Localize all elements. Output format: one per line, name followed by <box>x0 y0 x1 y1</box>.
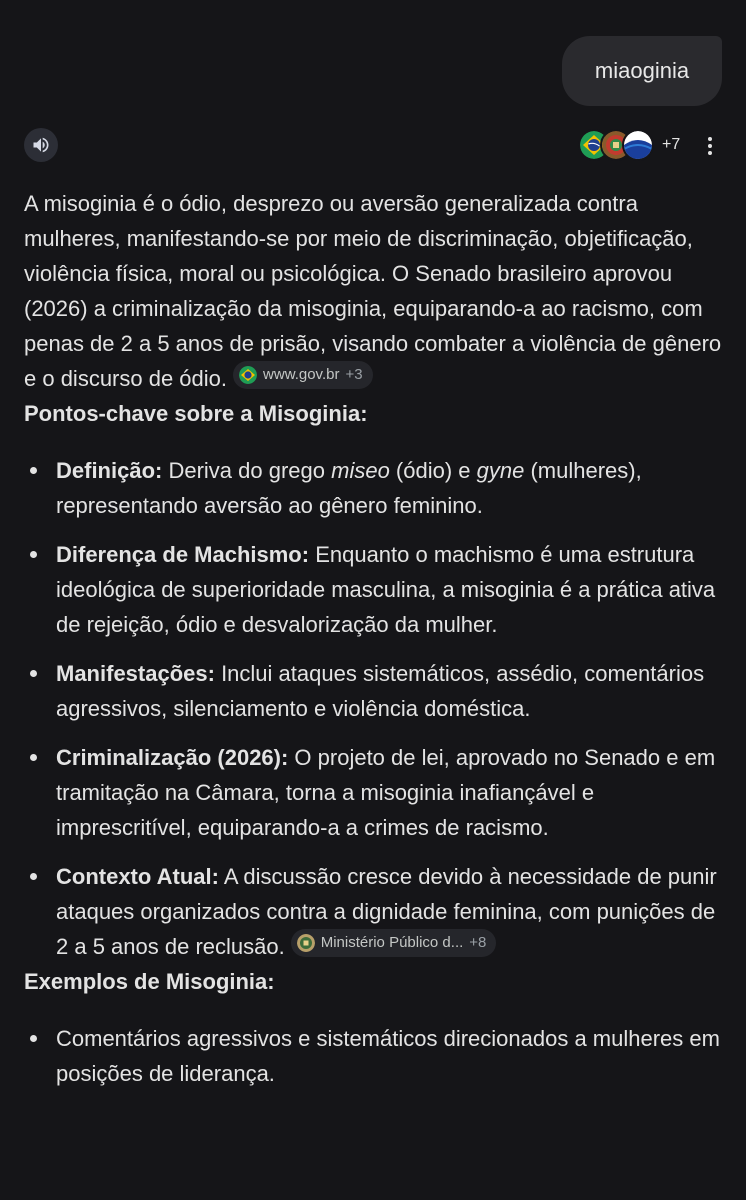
item-text: Comentários agressivos e sistemáticos direcionados a mulheres em posições de liderança. <box>56 1026 720 1086</box>
item-term: Criminalização (2026): <box>56 745 289 770</box>
speaker-icon <box>31 135 51 155</box>
sources-count: +7 <box>662 136 681 153</box>
chip-label: Ministério Público d... <box>320 934 464 951</box>
intro-text: A misoginia é o ódio, desprezo ou aversão generalizada contra mulheres, manifestando-se por meio de discriminação, objetificação, violência física, moral ou psicológica. O Senado brasileiro aprovou (2026) a criminalização da misoginia, equiparando-a ao racismo, com penas de 2 a 5 anos de prisão, visando combater a violência de gênero e o discurso de ódio. <box>24 191 722 391</box>
listen-button[interactable] <box>24 128 58 162</box>
list-item <box>24 656 724 726</box>
source-chip-gov-br[interactable] <box>233 361 373 389</box>
item-term: Definição: <box>56 458 163 483</box>
chip-label: www.gov.br <box>263 366 340 383</box>
sources-button[interactable] <box>578 129 680 161</box>
item-term: Manifestações: <box>56 661 215 686</box>
chip-extra-count: +8 <box>469 934 487 951</box>
more-vert-icon <box>708 137 712 141</box>
item-term: Contexto Atual: <box>56 864 219 889</box>
section-title-examples: Exemplos de Misoginia: <box>24 969 275 994</box>
blue-logo-icon <box>622 129 654 161</box>
list-item <box>24 537 724 642</box>
section-title-key-points: Pontos-chave sobre a Misoginia: <box>24 401 368 426</box>
list-item <box>24 859 724 964</box>
item-text: Enquanto o machismo é uma estrutura ideológica de superioridade masculina, a misoginia é a prática ativa de rejeição, ódio e desvalorização da mulher. <box>56 542 716 637</box>
more-options-button[interactable] <box>696 131 724 161</box>
list-item <box>24 1021 724 1091</box>
chip-extra-count: +3 <box>345 366 363 383</box>
brazil-flag-icon <box>239 366 257 384</box>
list-item <box>24 740 724 845</box>
user-query-text: miaoginia <box>594 58 690 83</box>
item-text: A discussão cresce devido à necessidade de punir ataques organizados contra a dignidade feminina, com punições de 2 a 5 anos de reclusão. <box>56 864 717 959</box>
user-query-bubble <box>562 36 722 106</box>
source-chip-ministerio-publico[interactable] <box>291 929 497 957</box>
ai-answer <box>24 186 724 1091</box>
key-points-list <box>24 453 724 964</box>
item-text: Inclui ataques sistemáticos, assédio, comentários agressivos, silenciamento e violência doméstica. <box>56 661 705 721</box>
list-item: Definição: Deriva do grego miseo (ódio) e gyne (mulheres), representando aversão ao gênero feminino. <box>24 453 724 523</box>
examples-list <box>24 1021 724 1091</box>
item-text: O projeto de lei, aprovado no Senado e em tramitação na Câmara, torna a misoginia inafiançável e imprescritível, equiparando-a a crimes de racismo. <box>56 745 716 840</box>
item-term: Diferença de Machismo: <box>56 542 310 567</box>
ministerio-publico-icon <box>297 934 315 952</box>
intro-paragraph <box>24 186 724 396</box>
